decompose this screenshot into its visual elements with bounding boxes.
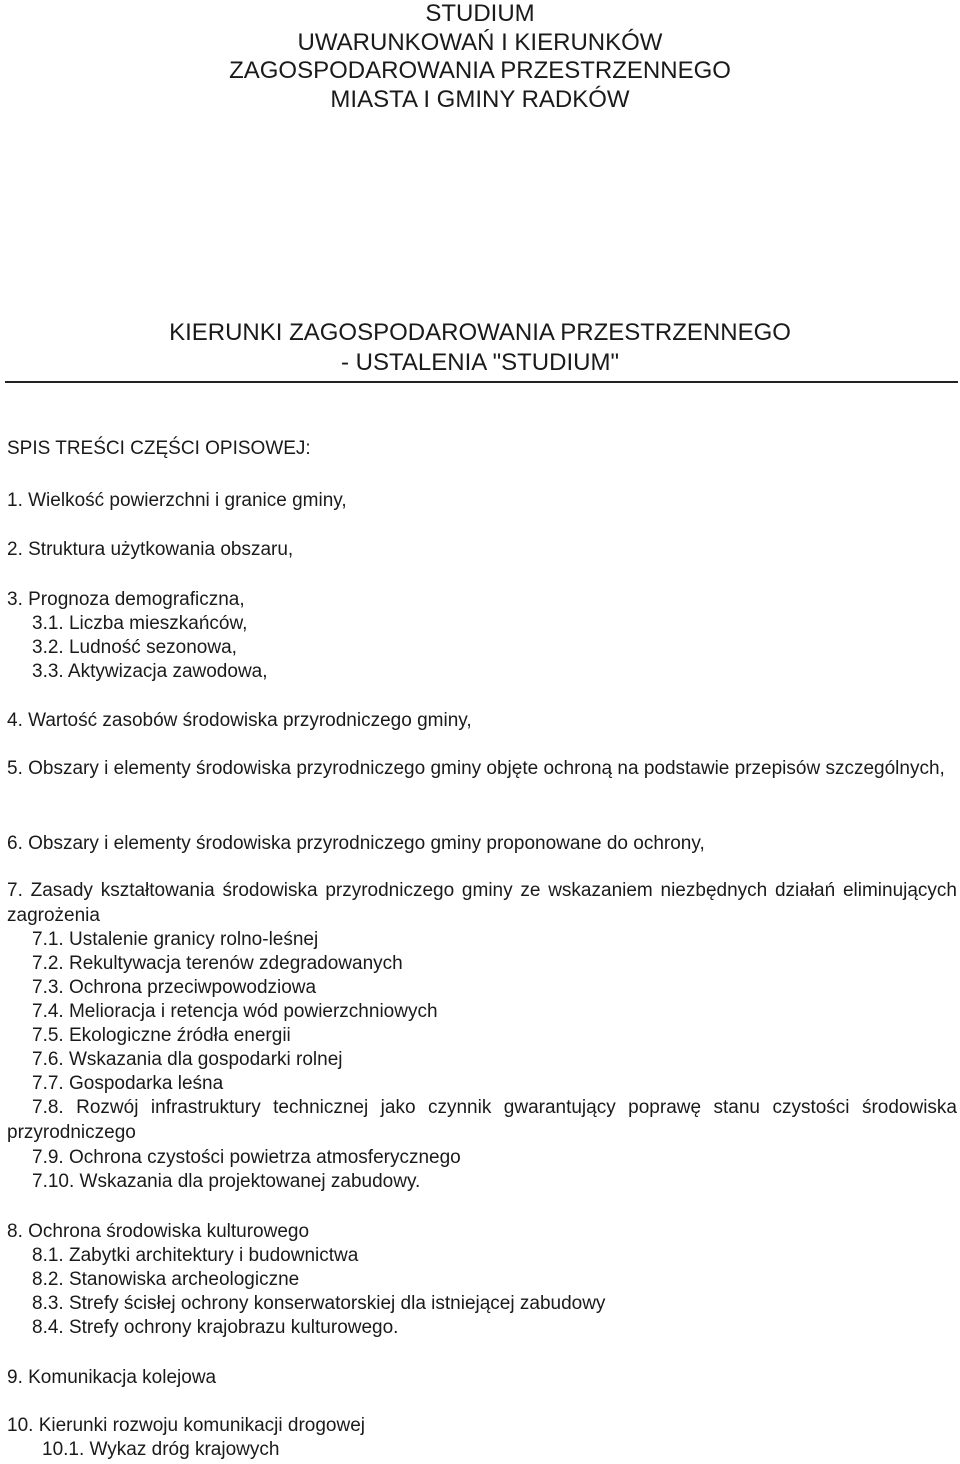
title-line-4: MIASTA I GMINY RADKÓW <box>330 85 630 113</box>
horizontal-divider <box>5 381 958 383</box>
toc-item-7-5: 7.5. Ekologiczne źródła energii <box>32 1025 291 1046</box>
toc-item-3-2: 3.2. Ludność sezonowa, <box>32 637 237 658</box>
toc-item-3-3: 3.3. Aktywizacja zawodowa, <box>32 661 268 682</box>
toc-item-1: 1. Wielkość powierzchni i granice gminy, <box>7 490 347 511</box>
toc-item-7-1: 7.1. Ustalenie granicy rolno-leśnej <box>32 929 319 950</box>
toc-item-3: 3. Prognoza demograficzna, <box>7 589 245 610</box>
toc-item-10-1: 10.1. Wykaz dróg krajowych <box>42 1439 280 1460</box>
title-line-3: ZAGOSPODAROWANIA PRZESTRZENNEGO <box>229 57 731 84</box>
toc-item-7-2: 7.2. Rekultywacja terenów zdegradowanych <box>32 953 403 974</box>
toc-item-7-9: 7.9. Ochrona czystości powietrza atmosferycznego <box>32 1147 461 1168</box>
toc-item-9: 9. Komunikacja kolejowa <box>7 1367 217 1388</box>
toc-item-7: 7. Zasady kształtowania środowiska przyrodniczego gminy ze wskazaniem niezbędnych działań eliminujących zagrożenia <box>7 880 957 926</box>
toc-heading: SPIS TREŚCI CZĘŚCI OPISOWEJ: <box>7 438 311 459</box>
toc-item-7-4: 7.4. Melioracja i retencja wód powierzchniowych <box>32 1001 438 1022</box>
toc-item-8-2: 8.2. Stanowiska archeologiczne <box>32 1269 300 1290</box>
subtitle-line-2: - USTALENIA "STUDIUM" <box>341 349 619 376</box>
toc-item-6: 6. Obszary i elementy środowiska przyrodniczego gminy proponowane do ochrony, <box>7 833 705 854</box>
toc-item-7-3: 7.3. Ochrona przeciwpowodziowa <box>32 977 317 998</box>
toc-item-7-10: 7.10. Wskazania dla projektowanej zabudowy. <box>32 1171 421 1192</box>
document-title <box>0 0 960 114</box>
toc-item-8-3: 8.3. Strefy ścisłej ochrony konserwatorskiej dla istniejącej zabudowy <box>32 1293 606 1314</box>
title-line-1: STUDIUM <box>425 0 535 27</box>
toc-item-7-8: 7.8. Rozwój infrastruktury technicznej jako czynnik gwarantujący poprawę stanu czystości środowiska przyrodniczego <box>7 1097 957 1143</box>
toc-item-3-1: 3.1. Liczba mieszkańców, <box>32 613 248 634</box>
toc-item-2: 2. Struktura użytkowania obszaru, <box>7 539 294 560</box>
toc-item-4: 4. Wartość zasobów środowiska przyrodniczego gminy, <box>7 710 472 731</box>
document-subtitle <box>0 318 960 378</box>
toc-item-7-7: 7.7. Gospodarka leśna <box>32 1073 224 1094</box>
toc-item-10: 10. Kierunki rozwoju komunikacji drogowej <box>7 1415 366 1436</box>
toc-item-8: 8. Ochrona środowiska kulturowego <box>7 1221 310 1242</box>
toc-item-5: 5. Obszary i elementy środowiska przyrodniczego gminy objęte ochroną na podstawie przepisów szczególnych, <box>7 758 945 779</box>
toc-item-8-4: 8.4. Strefy ochrony krajobrazu kulturowego. <box>32 1317 399 1338</box>
title-line-2: UWARUNKOWAŃ I KIERUNKÓW <box>297 28 663 56</box>
toc-item-8-1: 8.1. Zabytki architektury i budownictwa <box>32 1245 359 1266</box>
subtitle-line-1: KIERUNKI ZAGOSPODAROWANIA PRZESTRZENNEGO <box>169 319 791 346</box>
toc-item-7-6: 7.6. Wskazania dla gospodarki rolnej <box>32 1049 343 1070</box>
